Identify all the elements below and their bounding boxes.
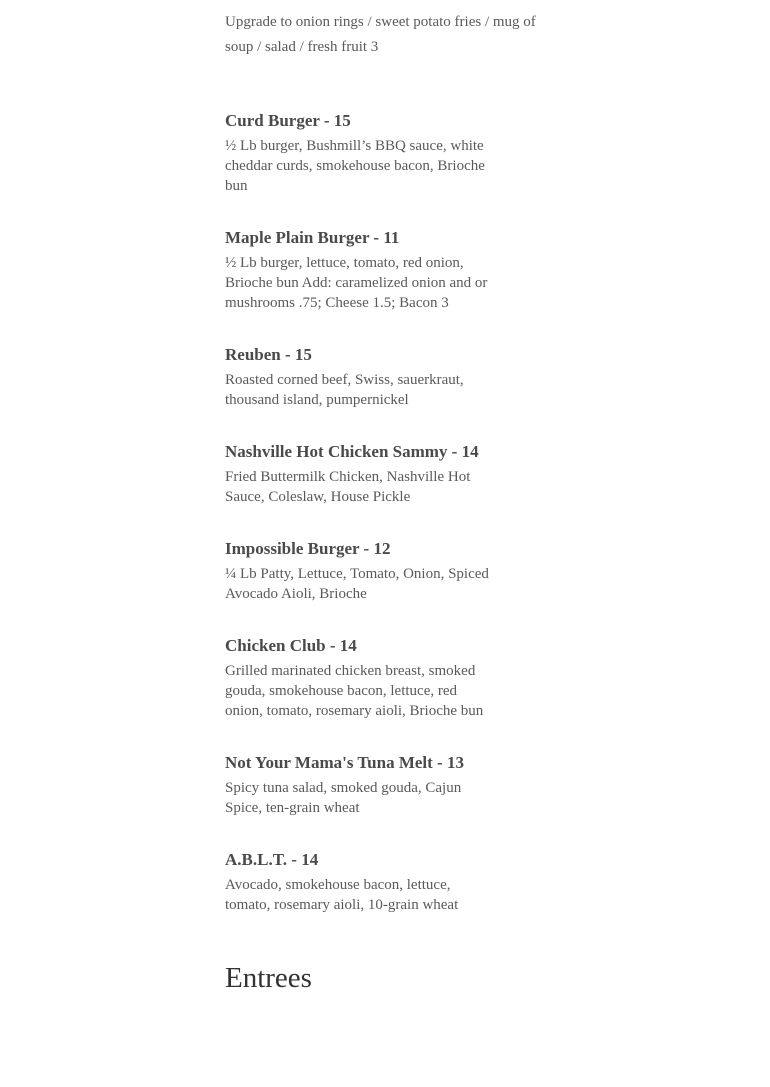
menu-item-description: Grilled marinated chicken breast, smoked gouda, smokehouse bacon, lettuce, red onion, tomato, rosemary aioli, Brioche bun: [225, 663, 484, 719]
menu-item-chicken-club: [225, 635, 495, 721]
menu-item-title: Chicken Club - 14: [225, 636, 357, 655]
menu-item-description: Spicy tuna salad, smoked gouda, Cajun Spice, ten-grain wheat: [225, 780, 462, 816]
menu-item-description: Fried Buttermilk Chicken, Nashville Hot Sauce, Coleslaw, House Pickle: [225, 469, 471, 505]
menu-item-reuben: [225, 344, 495, 410]
menu-content: [225, 10, 555, 1026]
menu-item-description: ½ Lb burger, Bushmill’s BBQ sauce, white cheddar curds, smokehouse bacon, Brioche bun: [225, 138, 485, 194]
menu-item-curd-burger: [225, 110, 495, 196]
menu-item-description: ½ Lb burger, lettuce, tomato, red onion, Brioche bun Add: caramelized onion and or mushrooms .75; Cheese 1.5; Bacon 3: [225, 255, 488, 311]
menu-item-title: Reuben - 15: [225, 345, 312, 364]
menu-item-ablt: [225, 849, 495, 915]
menu-item-description: Avocado, smokehouse bacon, lettuce, tomato, rosemary aioli, 10-grain wheat: [225, 877, 459, 913]
section-heading-entrees: Entrees: [225, 962, 312, 994]
upgrade-note: Upgrade to onion rings / sweet potato fries / mug of soup / salad / fresh fruit 3: [225, 14, 536, 55]
menu-item-impossible-burger: [225, 538, 495, 604]
sandwich-menu-list: [225, 110, 555, 915]
menu-item-nashville-hot-chicken: [225, 441, 495, 507]
menu-item-title: Not Your Mama's Tuna Melt - 13: [225, 753, 464, 772]
menu-item-title: Curd Burger - 15: [225, 111, 351, 130]
menu-item-tuna-melt: [225, 752, 495, 818]
menu-item-title: Maple Plain Burger - 11: [225, 228, 400, 247]
menu-item-maple-plain-burger: [225, 227, 495, 313]
menu-item-title: Impossible Burger - 12: [225, 539, 391, 558]
menu-item-title: A.B.L.T. - 14: [225, 850, 319, 869]
menu-item-description: Roasted corned beef, Swiss, sauerkraut, thousand island, pumpernickel: [225, 372, 464, 408]
menu-item-description: ¼ Lb Patty, Lettuce, Tomato, Onion, Spiced Avocado Aioli, Brioche: [225, 566, 489, 602]
menu-item-title: Nashville Hot Chicken Sammy - 14: [225, 442, 479, 461]
